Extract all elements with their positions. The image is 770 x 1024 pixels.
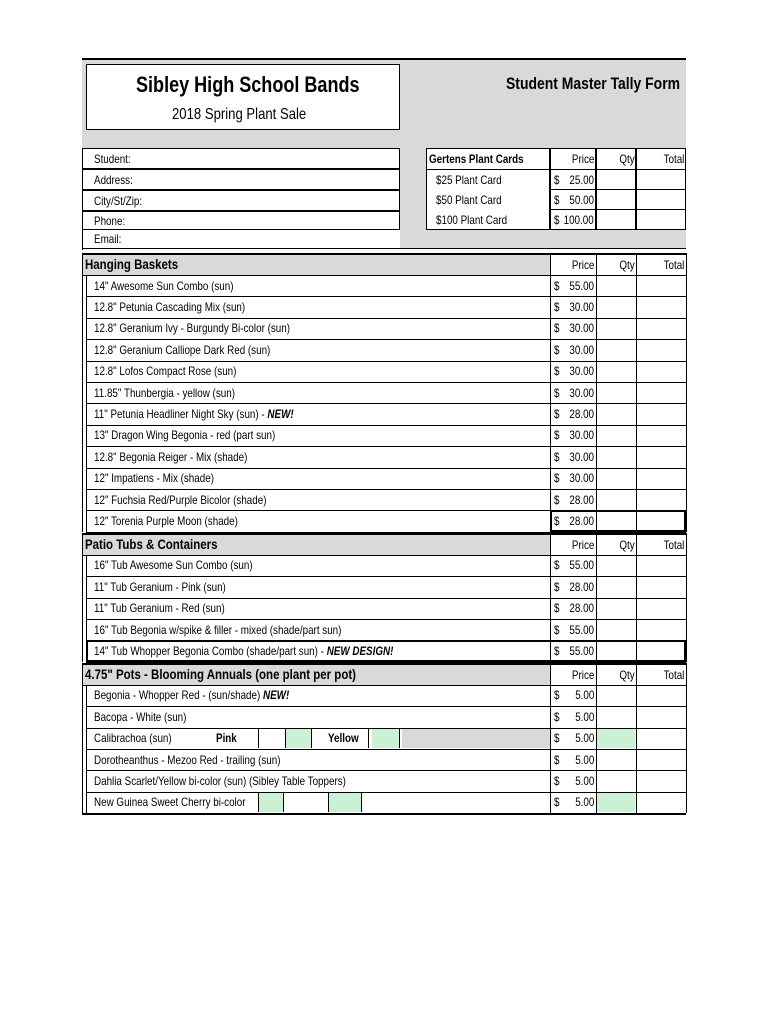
item-name: Dahlia Scarlet/Yellow bi-color (sun) (Sibley Table Toppers)	[94, 773, 346, 788]
item-price: 30.00	[569, 342, 594, 357]
card-total-cell	[637, 191, 685, 209]
item-name: 12" Torenia Purple Moon (shade)	[94, 513, 238, 528]
item-dollar-sign: $	[554, 731, 560, 746]
patio-total-label: Total	[663, 537, 684, 552]
item-name: 11" Petunia Headliner Night Sky (sun) - NEW!	[94, 406, 294, 421]
item-total-cell	[637, 297, 685, 316]
cards-grey-gap	[400, 148, 426, 230]
item-total-cell	[637, 404, 685, 423]
field-email: Email:	[94, 232, 122, 246]
item-total-cell	[637, 620, 685, 639]
item-price: 30.00	[569, 471, 594, 486]
student-phone-box[interactable]	[82, 211, 400, 230]
item-dollar-sign: $	[554, 471, 560, 486]
page-title: Sibley High School Bands	[136, 72, 360, 97]
hanging-col-line	[686, 253, 687, 532]
item-name: 14" Awesome Sun Combo (sun)	[94, 278, 234, 293]
item-total-cell	[637, 599, 685, 618]
cards-heading: Gertens Plant Cards	[429, 152, 524, 166]
item-name: Bacopa - White (sun)	[94, 709, 187, 724]
item-qty-input[interactable]	[597, 383, 635, 402]
item-dollar-sign: $	[554, 601, 560, 616]
item-name: 12.8" Geranium Ivy - Burgundy Bi-color (sun)	[94, 321, 291, 336]
item-total-cell	[637, 707, 685, 726]
pots-heading: 4.75" Pots - Blooming Annuals (one plant per pot)	[85, 665, 356, 682]
item-price: 5.00	[574, 773, 594, 788]
pots-col-line	[686, 663, 687, 813]
item-qty-input[interactable]	[597, 319, 635, 338]
item-total-cell	[637, 771, 685, 790]
item-qty-input[interactable]	[597, 771, 635, 790]
field-address: Address:	[94, 173, 133, 187]
item-price: 5.00	[574, 688, 594, 703]
item-qty-input[interactable]	[597, 426, 635, 445]
item-total-cell	[637, 686, 685, 705]
calibrachoa-option-pink: Pink	[216, 731, 237, 746]
item-qty-input[interactable]	[597, 599, 635, 618]
item-name: 12.8" Geranium Calliope Dark Red (sun)	[94, 342, 271, 357]
item-name: 11.85" Thunbergia - yellow (sun)	[94, 385, 235, 400]
item-qty-input[interactable]	[597, 469, 635, 488]
item-price: 28.00	[569, 492, 594, 507]
item-price: 55.00	[569, 558, 594, 573]
item-dollar-sign: $	[554, 643, 560, 658]
item-price: 55.00	[569, 278, 594, 293]
item-total-cell	[637, 577, 685, 596]
field-student: Student:	[94, 152, 131, 166]
item-price: 5.00	[574, 709, 594, 724]
cards-row-rule-2	[550, 209, 686, 210]
card-qty-input[interactable]	[597, 171, 635, 189]
item-total-cell	[637, 340, 685, 359]
item-dollar-sign: $	[554, 449, 560, 464]
item-name: New Guinea Sweet Cherry bi-color	[94, 795, 246, 810]
email-bottom-rule	[82, 248, 686, 249]
patio-price-label: Price	[571, 537, 594, 552]
item-price: 5.00	[574, 752, 594, 767]
item-qty-input[interactable]	[597, 577, 635, 596]
item-dollar-sign: $	[554, 364, 560, 379]
item-price: 55.00	[569, 643, 594, 658]
item-dollar-sign: $	[554, 558, 560, 573]
card-price: 25.00	[569, 173, 594, 187]
item-dollar-sign: $	[554, 428, 560, 443]
item-price: 30.00	[569, 449, 594, 464]
cards-price-label: Price	[571, 152, 594, 166]
calibrachoa-grey-fill	[402, 729, 550, 748]
patio-col-line	[686, 533, 687, 662]
item-price: 30.00	[569, 364, 594, 379]
patio-qty-label: Qty	[619, 537, 635, 552]
form-title: Student Master Tally Form	[506, 74, 681, 93]
card-name: $50 Plant Card	[436, 193, 502, 207]
calibrachoa-option-yellow: Yellow	[328, 731, 359, 746]
item-name: 16" Tub Awesome Sun Combo (sun)	[94, 558, 253, 573]
item-name: 12.8" Lofos Compact Rose (sun)	[94, 364, 237, 379]
item-dollar-sign: $	[554, 385, 560, 400]
item-price: 28.00	[569, 406, 594, 421]
item-name: 11" Tub Geranium - Red (sun)	[94, 601, 225, 616]
pink-swatch-box[interactable]	[258, 729, 286, 748]
new-tag: NEW DESIGN!	[326, 643, 394, 658]
newguinea-qty-green[interactable]	[597, 793, 635, 812]
item-name: 12.8" Begonia Reiger - Mix (shade)	[94, 449, 248, 464]
item-total-cell	[637, 556, 685, 575]
item-dollar-sign: $	[554, 752, 560, 767]
item-total-cell	[637, 276, 685, 295]
item-dollar-sign: $	[554, 709, 560, 724]
cards-header-rule	[426, 169, 686, 170]
item-dollar-sign: $	[554, 278, 560, 293]
item-total-cell	[637, 490, 685, 509]
card-total-cell	[637, 211, 685, 229]
item-price: 30.00	[569, 321, 594, 336]
item-total-cell	[637, 469, 685, 488]
item-total-cell	[637, 793, 685, 812]
item-total-cell	[637, 729, 685, 748]
cards-total-label: Total	[663, 152, 684, 166]
card-name: $25 Plant Card	[436, 173, 502, 187]
hanging-total-label: Total	[663, 258, 684, 272]
pots-qty-label: Qty	[619, 667, 635, 682]
item-price: 28.00	[569, 601, 594, 616]
newguinea-swatch-1[interactable]	[258, 793, 284, 812]
item-qty-input[interactable]	[597, 686, 635, 705]
hanging-qty-label: Qty	[619, 258, 635, 272]
page-subtitle: 2018 Spring Plant Sale	[172, 106, 307, 123]
pots-price-label: Price	[571, 667, 594, 682]
item-qty-input[interactable]	[597, 362, 635, 381]
item-dollar-sign: $	[554, 579, 560, 594]
item-dollar-sign: $	[554, 342, 560, 357]
item-price: 28.00	[569, 513, 594, 528]
item-name: 12" Fuchsia Red/Purple Bicolor (shade)	[94, 492, 267, 507]
card-dollar-sign: $	[554, 213, 560, 227]
item-price: 30.00	[569, 385, 594, 400]
pots-bottom-rule	[82, 813, 686, 815]
item-total-cell	[637, 750, 685, 769]
field-phone: Phone:	[94, 214, 126, 228]
item-name: 11" Tub Geranium - Pink (sun)	[94, 579, 226, 594]
cards-qty-label: Qty	[619, 152, 635, 166]
item-dollar-sign: $	[554, 773, 560, 788]
item-qty-input[interactable]	[597, 707, 635, 726]
card-name: $100 Plant Card	[436, 213, 508, 227]
item-dollar-sign: $	[554, 795, 560, 810]
item-name: Calibrachoa (sun)	[94, 731, 172, 746]
item-dollar-sign: $	[554, 299, 560, 314]
card-qty-input[interactable]	[597, 191, 635, 209]
item-dollar-sign: $	[554, 492, 560, 507]
item-qty-input[interactable]	[597, 750, 635, 769]
item-name: 14" Tub Whopper Begonia Combo (shade/part sun) - NEW DESIGN!	[94, 643, 394, 658]
item-qty-input[interactable]	[597, 447, 635, 466]
field-city: City/St/Zip:	[94, 194, 143, 208]
patio-col-line	[82, 533, 83, 662]
hanging-col-line	[82, 253, 83, 532]
item-qty-input[interactable]	[597, 490, 635, 509]
hanging-heading: Hanging Baskets	[85, 256, 179, 272]
item-total-cell	[637, 362, 685, 381]
new-tag: NEW!	[263, 688, 290, 703]
item-qty-input[interactable]	[597, 340, 635, 359]
patio-last-row-outline	[86, 640, 686, 661]
item-dollar-sign: $	[554, 513, 560, 528]
header-top-rule	[82, 58, 686, 60]
card-dollar-sign: $	[554, 193, 560, 207]
hanging-price-label: Price	[571, 258, 594, 272]
item-name: 12.8" Petunia Cascading Mix (sun)	[94, 299, 246, 314]
calibrachoa-qty-green[interactable]	[597, 729, 635, 748]
item-dollar-sign: $	[554, 406, 560, 421]
item-qty-input[interactable]	[597, 404, 635, 423]
item-price: 5.00	[574, 731, 594, 746]
item-name: 16" Tub Begonia w/spike & filler - mixed (shade/part sun)	[94, 622, 342, 637]
item-name: Begonia - Whopper Red - (sun/shade) NEW!	[94, 688, 290, 703]
item-price: 28.00	[569, 579, 594, 594]
item-price: 5.00	[574, 795, 594, 810]
item-dollar-sign: $	[554, 622, 560, 637]
patio-heading: Patio Tubs & Containers	[85, 535, 218, 552]
card-total-cell	[637, 171, 685, 189]
cards-row-rule-1	[550, 189, 686, 190]
new-tag: NEW!	[267, 406, 294, 421]
item-price: 30.00	[569, 428, 594, 443]
pink-qty-cell[interactable]	[286, 729, 312, 748]
item-price: 30.00	[569, 299, 594, 314]
newguinea-swatch-2[interactable]	[328, 793, 362, 812]
card-dollar-sign: $	[554, 173, 560, 187]
item-name: Dorotheanthus - Mezoo Red - trailing (sun)	[94, 752, 281, 767]
item-dollar-sign: $	[554, 688, 560, 703]
item-qty-input[interactable]	[597, 297, 635, 316]
hanging-last-row-outline	[550, 510, 686, 531]
pots-total-label: Total	[663, 667, 684, 682]
item-qty-input[interactable]	[597, 556, 635, 575]
item-total-cell	[637, 426, 685, 445]
email-grey-band	[400, 230, 686, 248]
item-total-cell	[637, 383, 685, 402]
yellow-qty-cell[interactable]	[372, 729, 400, 748]
item-name: 12" Impatiens - Mix (shade)	[94, 471, 214, 486]
item-qty-input[interactable]	[597, 276, 635, 295]
item-total-cell	[637, 447, 685, 466]
card-qty-input[interactable]	[597, 211, 635, 229]
card-price: 50.00	[569, 193, 594, 207]
card-price: 100.00	[563, 213, 594, 227]
item-total-cell	[637, 319, 685, 338]
item-dollar-sign: $	[554, 321, 560, 336]
item-name: 13" Dragon Wing Begonia - red (part sun)	[94, 428, 276, 443]
item-price: 55.00	[569, 622, 594, 637]
item-qty-input[interactable]	[597, 620, 635, 639]
